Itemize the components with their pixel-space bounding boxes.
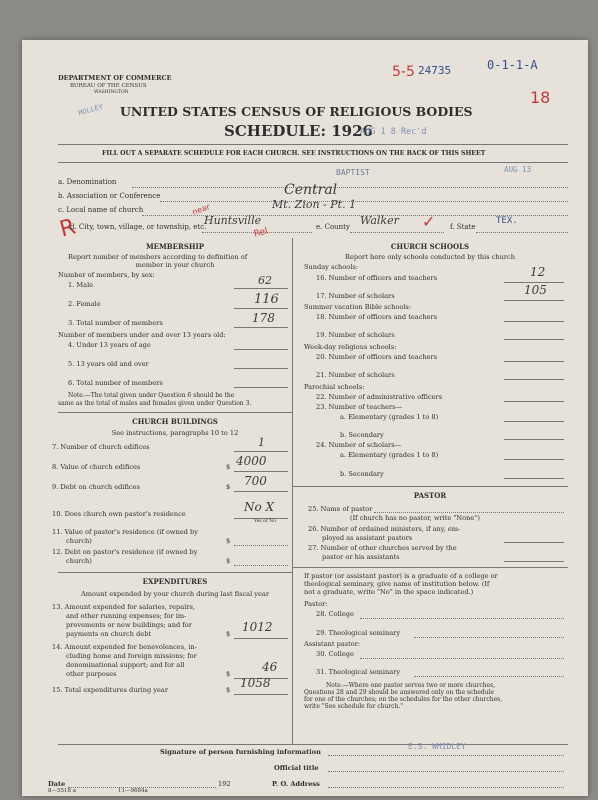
buildings-heading: CHURCH BUILDINGS <box>132 417 218 426</box>
county-value: Walker <box>360 214 399 227</box>
schedule-title: SCHEDULE: 1926 <box>224 122 373 140</box>
expense-14-value: 46 <box>262 660 278 674</box>
expenditures-heading: EXPENDITURES <box>142 577 208 586</box>
red-18-annotation: 18 <box>530 88 551 107</box>
city-label: WASHINGTON <box>94 90 129 95</box>
holley-stamp: HOLLEY <box>77 102 104 118</box>
male-value: 62 <box>258 274 272 287</box>
denomination-label: a. Denomination <box>58 178 117 186</box>
signer-stamp: E.S. WHIDLEY <box>408 742 466 751</box>
form-code: 0-1-1-A <box>487 58 538 72</box>
owns-residence-value: No X <box>244 500 275 514</box>
po-address-label: P. O. Address <box>272 780 320 788</box>
female-value: 116 <box>254 292 279 307</box>
form-serial-number: 24735 <box>418 64 452 77</box>
census-form-sheet: DEPARTMENT OF COMMERCE BUREAU OF THE CENSUS WASHINGTON 5-5 24735 0-1-1-A 18 HOLLEY UNITED STATES CENSUS OF RELIGIOUS BODIES SCHEDULE: 1926 AUG 1 8 Rec'd FILL OUT A SEPARATE SCHEDULE FOR EACH CHURCH. SEE INSTRUCTIONS ON THE BACK OF THIS SHEET AUG 13 BAPTIST a. Denomination b. Association or Conference Central c. Local name of church Mt. Zion - Pt. 1 near R d. City, town, village, or township, etc. Huntsville e. County Walker ✓ f. State TEX. Rel MEMBERSHIP Report number of members according to definition of member in your church Number of members, by sex: 1. Male 62 2. Female 116 3. Total number of members 178 Number of members under and over 13 years old: 4. Under 13 years of age 5. 13 years old and over 6. Total number of members Note.—The total given under Question 6 should be the same as the total of males and females given under Question 3. CHURCH BUILDINGS See instructions, paragraphs 10 to 12 7. Number of church edifices 1 8. Value of church edifices $ 4000 9. Debt on church edifices $ 700 10. Does church own pastor's residence No X Yes or No 11. Value of pastor's residence (if owned by church) $ 12. Debt on pastor's residence (if owned by church) $ EXPENDITURES Amount expended by your church during last fiscal year 13. Amount expended for salaries, repairs, and other running expenses; for im- provements or new buildings; and for payments on church debt $ 1012 14. Amount expended for benevolences, in- cluding home and foreign missions; for denominational support; and for all other purposes $ 46 15. Total expenditures during year $ 1058 CHURCH SCHOOLS Report here only schools conducted by this church Sunday schools: 16. Number of officers and teachers 12 17. Number of scholars 105 Summer vacation Bible schools: 18. Number of officers and teachers 19. Number of scholars Week-day religious schools: 20. Number of officers and teachers 21. Number of scholars Parochial schools: 22. Number of administrative officers 23. Number of teachers— a. Elementary (grades 1 to 8) b. Secondary 24. Number of scholars— a. Elementary (grades 1 to 8) b. Secondary PASTOR 25. Name of pastor (If church has no pastor, write "None") 26. Number of ordained ministers, if any, em- ployed as assistant pastors 27. Number of other churches served by the pastor or his assistants If pastor (or assistant pastor) is a graduate of a college or theological seminary, give name of institution below. (If not a graduate, write "No" in the space indicated.) Pastor: 28. College 29. Theological seminary Assistant pastor: 30. College 31. Theological seminary Note.—Where one pastor serves two or more churches, Questions 28 and 29 should be answered only on the schedule for one of the churches; on the schedules for the other churches, write "See schedule for church." Signature of person furnishing information E.S. WHIDLEY Official title Date 192 P. O. Address 8—5518 a 11—9684a <box>22 40 588 796</box>
red-r-annotation: R <box>57 214 79 243</box>
female-label: 2. Female <box>68 300 101 308</box>
expense-13-value: 1012 <box>242 620 273 634</box>
signature-label: Signature of person furnishing information <box>160 748 321 756</box>
total-members-label: 3. Total number of members <box>68 319 163 327</box>
red-near-annotation: near <box>191 202 212 217</box>
red-rel-annotation: Rel <box>252 226 269 240</box>
pastor-heading: PASTOR <box>413 491 447 500</box>
state-value: TEX. <box>496 216 518 226</box>
edifice-value-value: 4000 <box>236 454 267 468</box>
aug13-stamp: AUG 13 <box>504 165 532 174</box>
schools-heading: CHURCH SCHOOLS <box>390 242 470 251</box>
department-label: DEPARTMENT OF COMMERCE <box>58 74 172 82</box>
total-members-value: 178 <box>252 311 275 325</box>
edifice-debt-value: 700 <box>244 474 267 488</box>
received-stamp: AUG 1 8 Rec'd <box>360 127 427 137</box>
date-label: Date <box>48 780 66 788</box>
county-label: e. County <box>316 223 350 231</box>
header-rule <box>58 144 568 145</box>
membership-heading: MEMBERSHIP <box>145 242 205 251</box>
male-label: 1. Male <box>68 281 94 289</box>
expense-15-value: 1058 <box>240 676 271 690</box>
city-value: Huntsville <box>204 214 262 227</box>
form-title: UNITED STATES CENSUS OF RELIGIOUS BODIES <box>120 104 473 119</box>
official-title-label: Official title <box>274 764 319 772</box>
red-number-annotation: 5-5 <box>392 64 415 80</box>
state-label: f. State <box>450 223 476 231</box>
denomination-stamp: BAPTIST <box>336 168 370 177</box>
local-name-label: c. Local name of church <box>58 206 144 214</box>
instruction-banner: FILL OUT A SEPARATE SCHEDULE FOR EACH CHURCH. SEE INSTRUCTIONS ON THE BACK OF THIS SHEET <box>102 150 486 157</box>
sunday-scholars-value: 105 <box>524 283 547 297</box>
association-label: b. Association or Conference <box>58 192 161 200</box>
association-value: Central <box>284 182 338 198</box>
bureau-label: BUREAU OF THE CENSUS <box>70 83 147 89</box>
edifices-value: 1 <box>258 436 265 449</box>
city-label: d. City, town, village, or township, etc. <box>70 223 207 231</box>
header-rule-2 <box>58 162 568 163</box>
local-name-value: Mt. Zion - Pt. 1 <box>272 198 357 211</box>
sunday-officers-value: 12 <box>530 265 546 279</box>
red-checkmark: ✓ <box>422 212 436 231</box>
